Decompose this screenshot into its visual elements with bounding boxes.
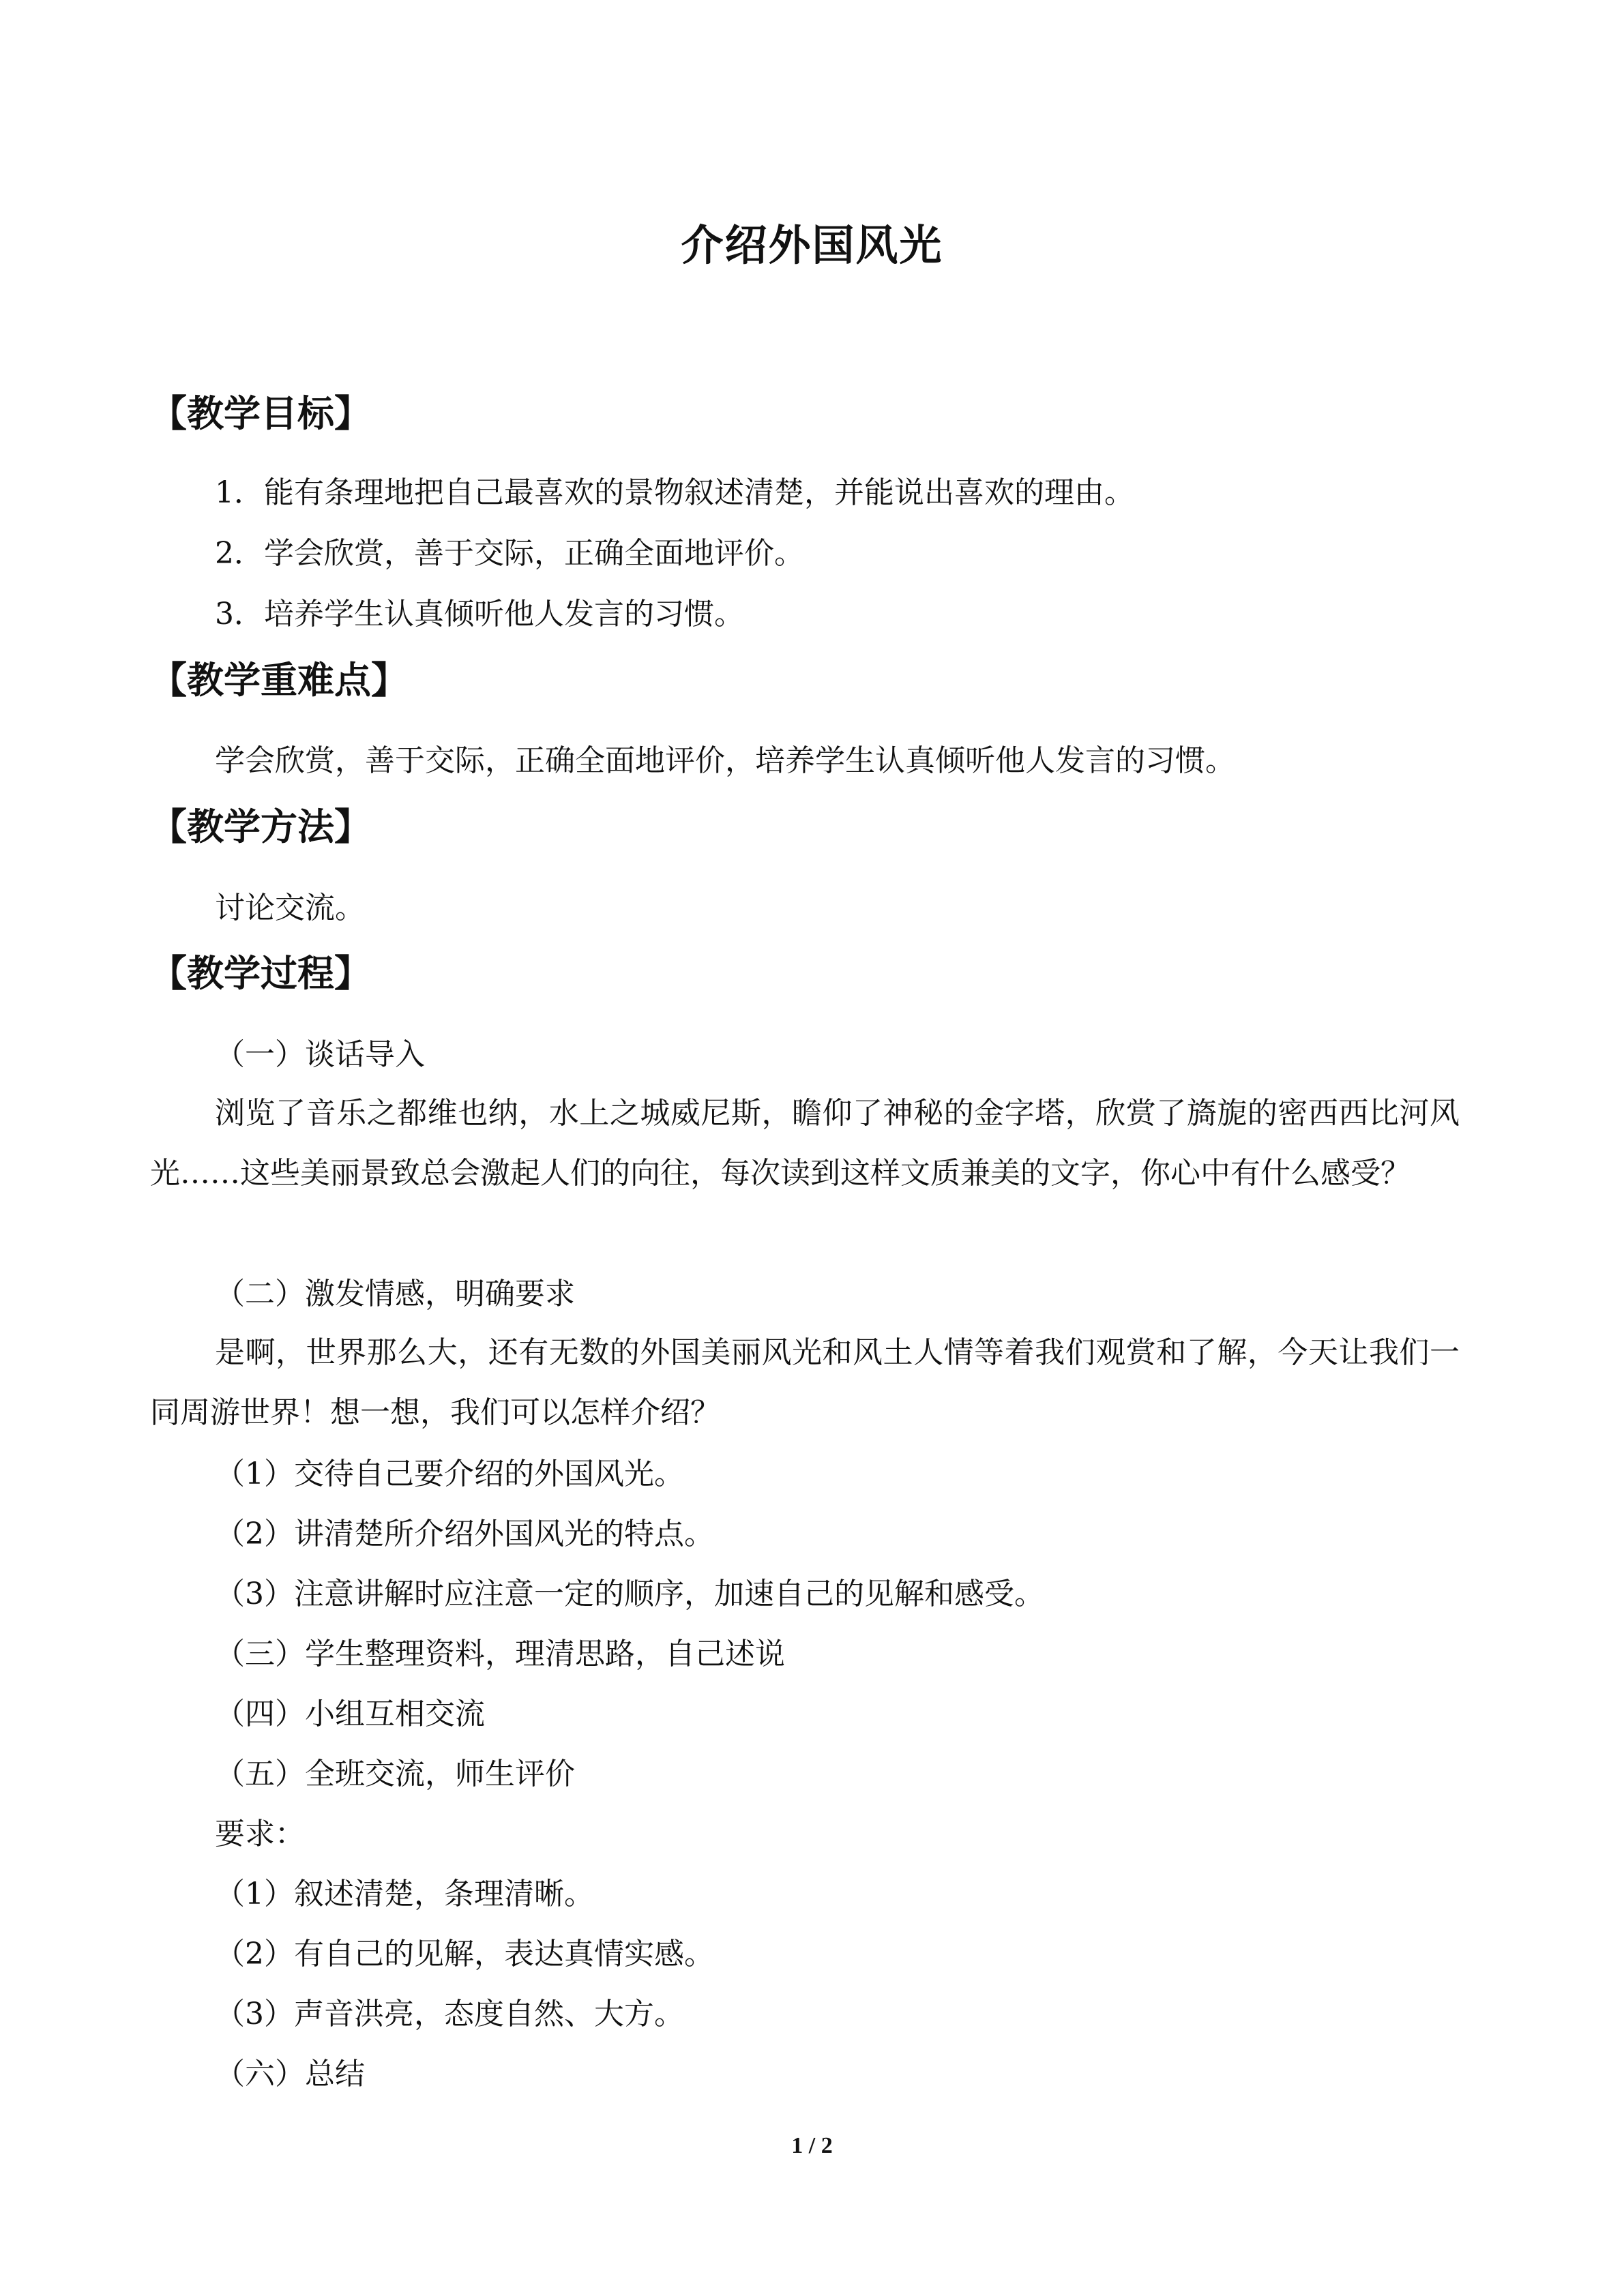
heading-methods: 【教学方法】 bbox=[150, 805, 371, 848]
page-number: 1 / 2 bbox=[791, 2133, 833, 2158]
objective-item-2: 2．学会欣赏，善于交际，正确全面地评价。 bbox=[215, 536, 804, 571]
process-step3-title: （三）学生整理资料，理清思路，自己述说 bbox=[215, 1637, 785, 1671]
heading-process: 【教学过程】 bbox=[150, 952, 371, 995]
process-step2-item-3: （3）注意讲解时应注意一定的顺序，加速自己的见解和感受。 bbox=[215, 1577, 1044, 1611]
requirements-label: 要求： bbox=[215, 1817, 305, 1851]
process-step2-item-2: （2）讲清楚所介绍外国风光的特点。 bbox=[215, 1517, 714, 1551]
process-step2-title: （二）激发情感，明确要求 bbox=[215, 1277, 575, 1311]
objective-item-3: 3．培养学生认真倾听他人发言的习惯。 bbox=[215, 597, 744, 631]
process-step5-title: （五）全班交流，师生评价 bbox=[215, 1757, 575, 1791]
objective-item-1: 1．能有条理地把自己最喜欢的景物叙述清楚，并能说出喜欢的理由。 bbox=[215, 475, 1134, 510]
process-step1-title: （一）谈话导入 bbox=[215, 1037, 425, 1072]
requirement-item-2: （2）有自己的见解，表达真情实感。 bbox=[215, 1937, 714, 1971]
process-step1-text: 浏览了音乐之都维也纳，水上之城威尼斯，瞻仰了神秘的金字塔，欣赏了旖旎的密西西比河风光……这些美丽景致总会激起人们的向往，每次读到这样文质兼美的文字，你心中有什么感受？ bbox=[150, 1096, 1460, 1191]
document-title: 介绍外国风光 bbox=[681, 220, 943, 270]
methods-text: 讨论交流。 bbox=[215, 891, 365, 925]
requirement-item-1: （1）叙述清楚，条理清晰。 bbox=[215, 1877, 594, 1911]
process-step4-title: （四）小组互相交流 bbox=[215, 1697, 485, 1731]
heading-objectives: 【教学目标】 bbox=[150, 392, 371, 435]
process-step6-title: （六）总结 bbox=[215, 2057, 365, 2091]
key-points-text: 学会欣赏，善于交际，正确全面地评价，培养学生认真倾听他人发言的习惯。 bbox=[215, 743, 1235, 778]
requirement-item-3: （3）声音洪亮，态度自然、大方。 bbox=[215, 1997, 684, 2031]
process-step2-item-1: （1）交待自己要介绍的外国风光。 bbox=[215, 1457, 684, 1491]
heading-key-points: 【教学重难点】 bbox=[150, 659, 408, 702]
process-step2-text: 是啊，世界那么大，还有无数的外国美丽风光和风土人情等着我们观赏和了解，今天让我们一同周游世界！想一想，我们可以怎样介绍？ bbox=[150, 1335, 1460, 1430]
